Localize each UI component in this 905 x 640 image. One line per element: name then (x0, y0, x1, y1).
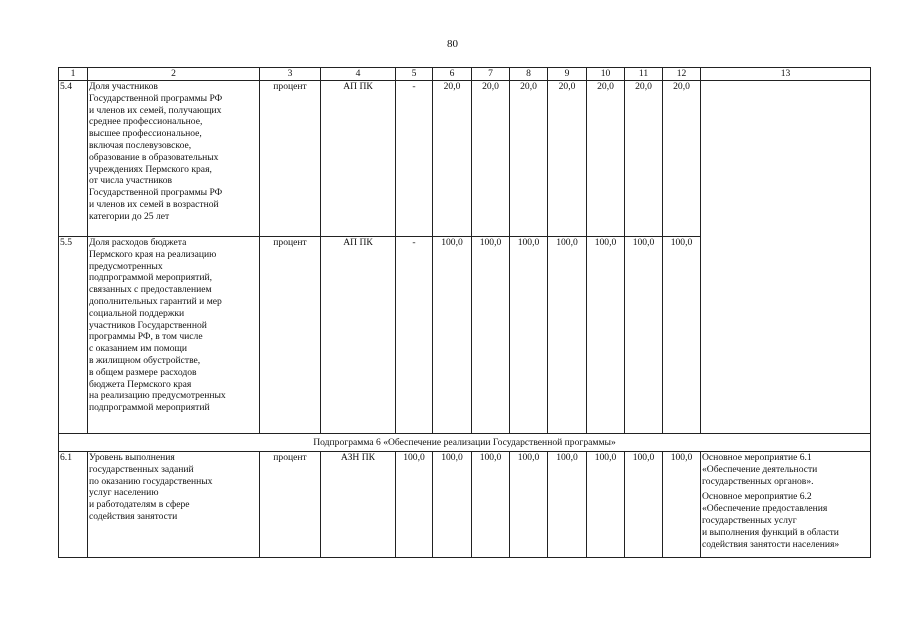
indicator-name: Доля расходов бюджета Пермского края на реализацию предусмотренных подпрограммой мероприятий, связанных с предоставлением дополнительных гарантий и мер социальной поддержки участников Государственной программы РФ, в том числе с оказанием им помощи в жилищном обустройстве, в общем размере расходов бюджета Пермского края на реализацию предусмотренных подпрограммой мероприятий (88, 237, 260, 434)
unit-cell: процент (260, 452, 321, 558)
subprogram-title: Подпрограмма 6 «Обеспечение реализации Государственной программы» (59, 434, 871, 452)
row-number: 5.5 (59, 237, 88, 434)
org-cell: АЗН ПК (321, 452, 396, 558)
value-cell: 100,0 (396, 452, 433, 558)
value-cell: 20,0 (625, 81, 663, 237)
header-row (59, 68, 871, 81)
table-row (59, 452, 871, 558)
value-cell: 100,0 (663, 237, 701, 434)
value-cell: 20,0 (510, 81, 548, 237)
indicator-name: Уровень выполнения государственных заданий по оказанию государственных услуг населению и работодателям в сфере содействия занятости (88, 452, 260, 558)
activity-cell: Основное мероприятие 6.1 «Обеспечение деятельности государственных органов». Основное мероприятие 6.2 «Обеспечение предоставления государственных услуг и выполнения функций в области содействия занятости населения» (701, 452, 871, 558)
header-cell-5: 5 (396, 68, 433, 81)
page-number: 80 (447, 38, 458, 50)
header-cell-7: 7 (472, 68, 510, 81)
org-cell: АП ПК (321, 237, 396, 434)
header-cell-9: 9 (548, 68, 587, 81)
header-cell-1: 1 (59, 68, 88, 81)
value-cell: 20,0 (548, 81, 587, 237)
header-cell-2: 2 (88, 68, 260, 81)
value-cell: 100,0 (625, 237, 663, 434)
value-cell: 20,0 (472, 81, 510, 237)
header-cell-13: 13 (701, 68, 871, 81)
header-cell-12: 12 (663, 68, 701, 81)
value-cell: 20,0 (433, 81, 472, 237)
value-cell: 100,0 (472, 452, 510, 558)
header-cell-8: 8 (510, 68, 548, 81)
header-cell-11: 11 (625, 68, 663, 81)
value-cell: 20,0 (663, 81, 701, 237)
unit-cell: процент (260, 81, 321, 237)
value-cell: - (396, 237, 433, 434)
value-cell: 100,0 (548, 237, 587, 434)
value-cell: 20,0 (587, 81, 625, 237)
value-cell: 100,0 (510, 237, 548, 434)
table-row (59, 81, 871, 237)
value-cell: 100,0 (625, 452, 663, 558)
indicator-name: Доля участников Государственной программы РФ и членов их семей, получающих среднее профессиональное, высшее профессиональное, включая послевузовское, образование в образовательных учреждениях Пермского края, от числа участников Государственной программы РФ и членов их семей в возрастной категории до 25 лет (88, 81, 260, 237)
row-number: 5.4 (59, 81, 88, 237)
value-cell: - (396, 81, 433, 237)
value-cell: 100,0 (510, 452, 548, 558)
subprogram-row (59, 434, 871, 452)
value-cell: 100,0 (433, 237, 472, 434)
value-cell: 100,0 (587, 237, 625, 434)
header-cell-3: 3 (260, 68, 321, 81)
value-cell: 100,0 (433, 452, 472, 558)
org-cell: АП ПК (321, 81, 396, 237)
activity-cell-empty (701, 81, 871, 434)
value-cell: 100,0 (472, 237, 510, 434)
indicators-table (58, 67, 871, 558)
value-cell: 100,0 (663, 452, 701, 558)
header-cell-10: 10 (587, 68, 625, 81)
header-cell-6: 6 (433, 68, 472, 81)
unit-cell: процент (260, 237, 321, 434)
row-number: 6.1 (59, 452, 88, 558)
header-cell-4: 4 (321, 68, 396, 81)
value-cell: 100,0 (587, 452, 625, 558)
value-cell: 100,0 (548, 452, 587, 558)
